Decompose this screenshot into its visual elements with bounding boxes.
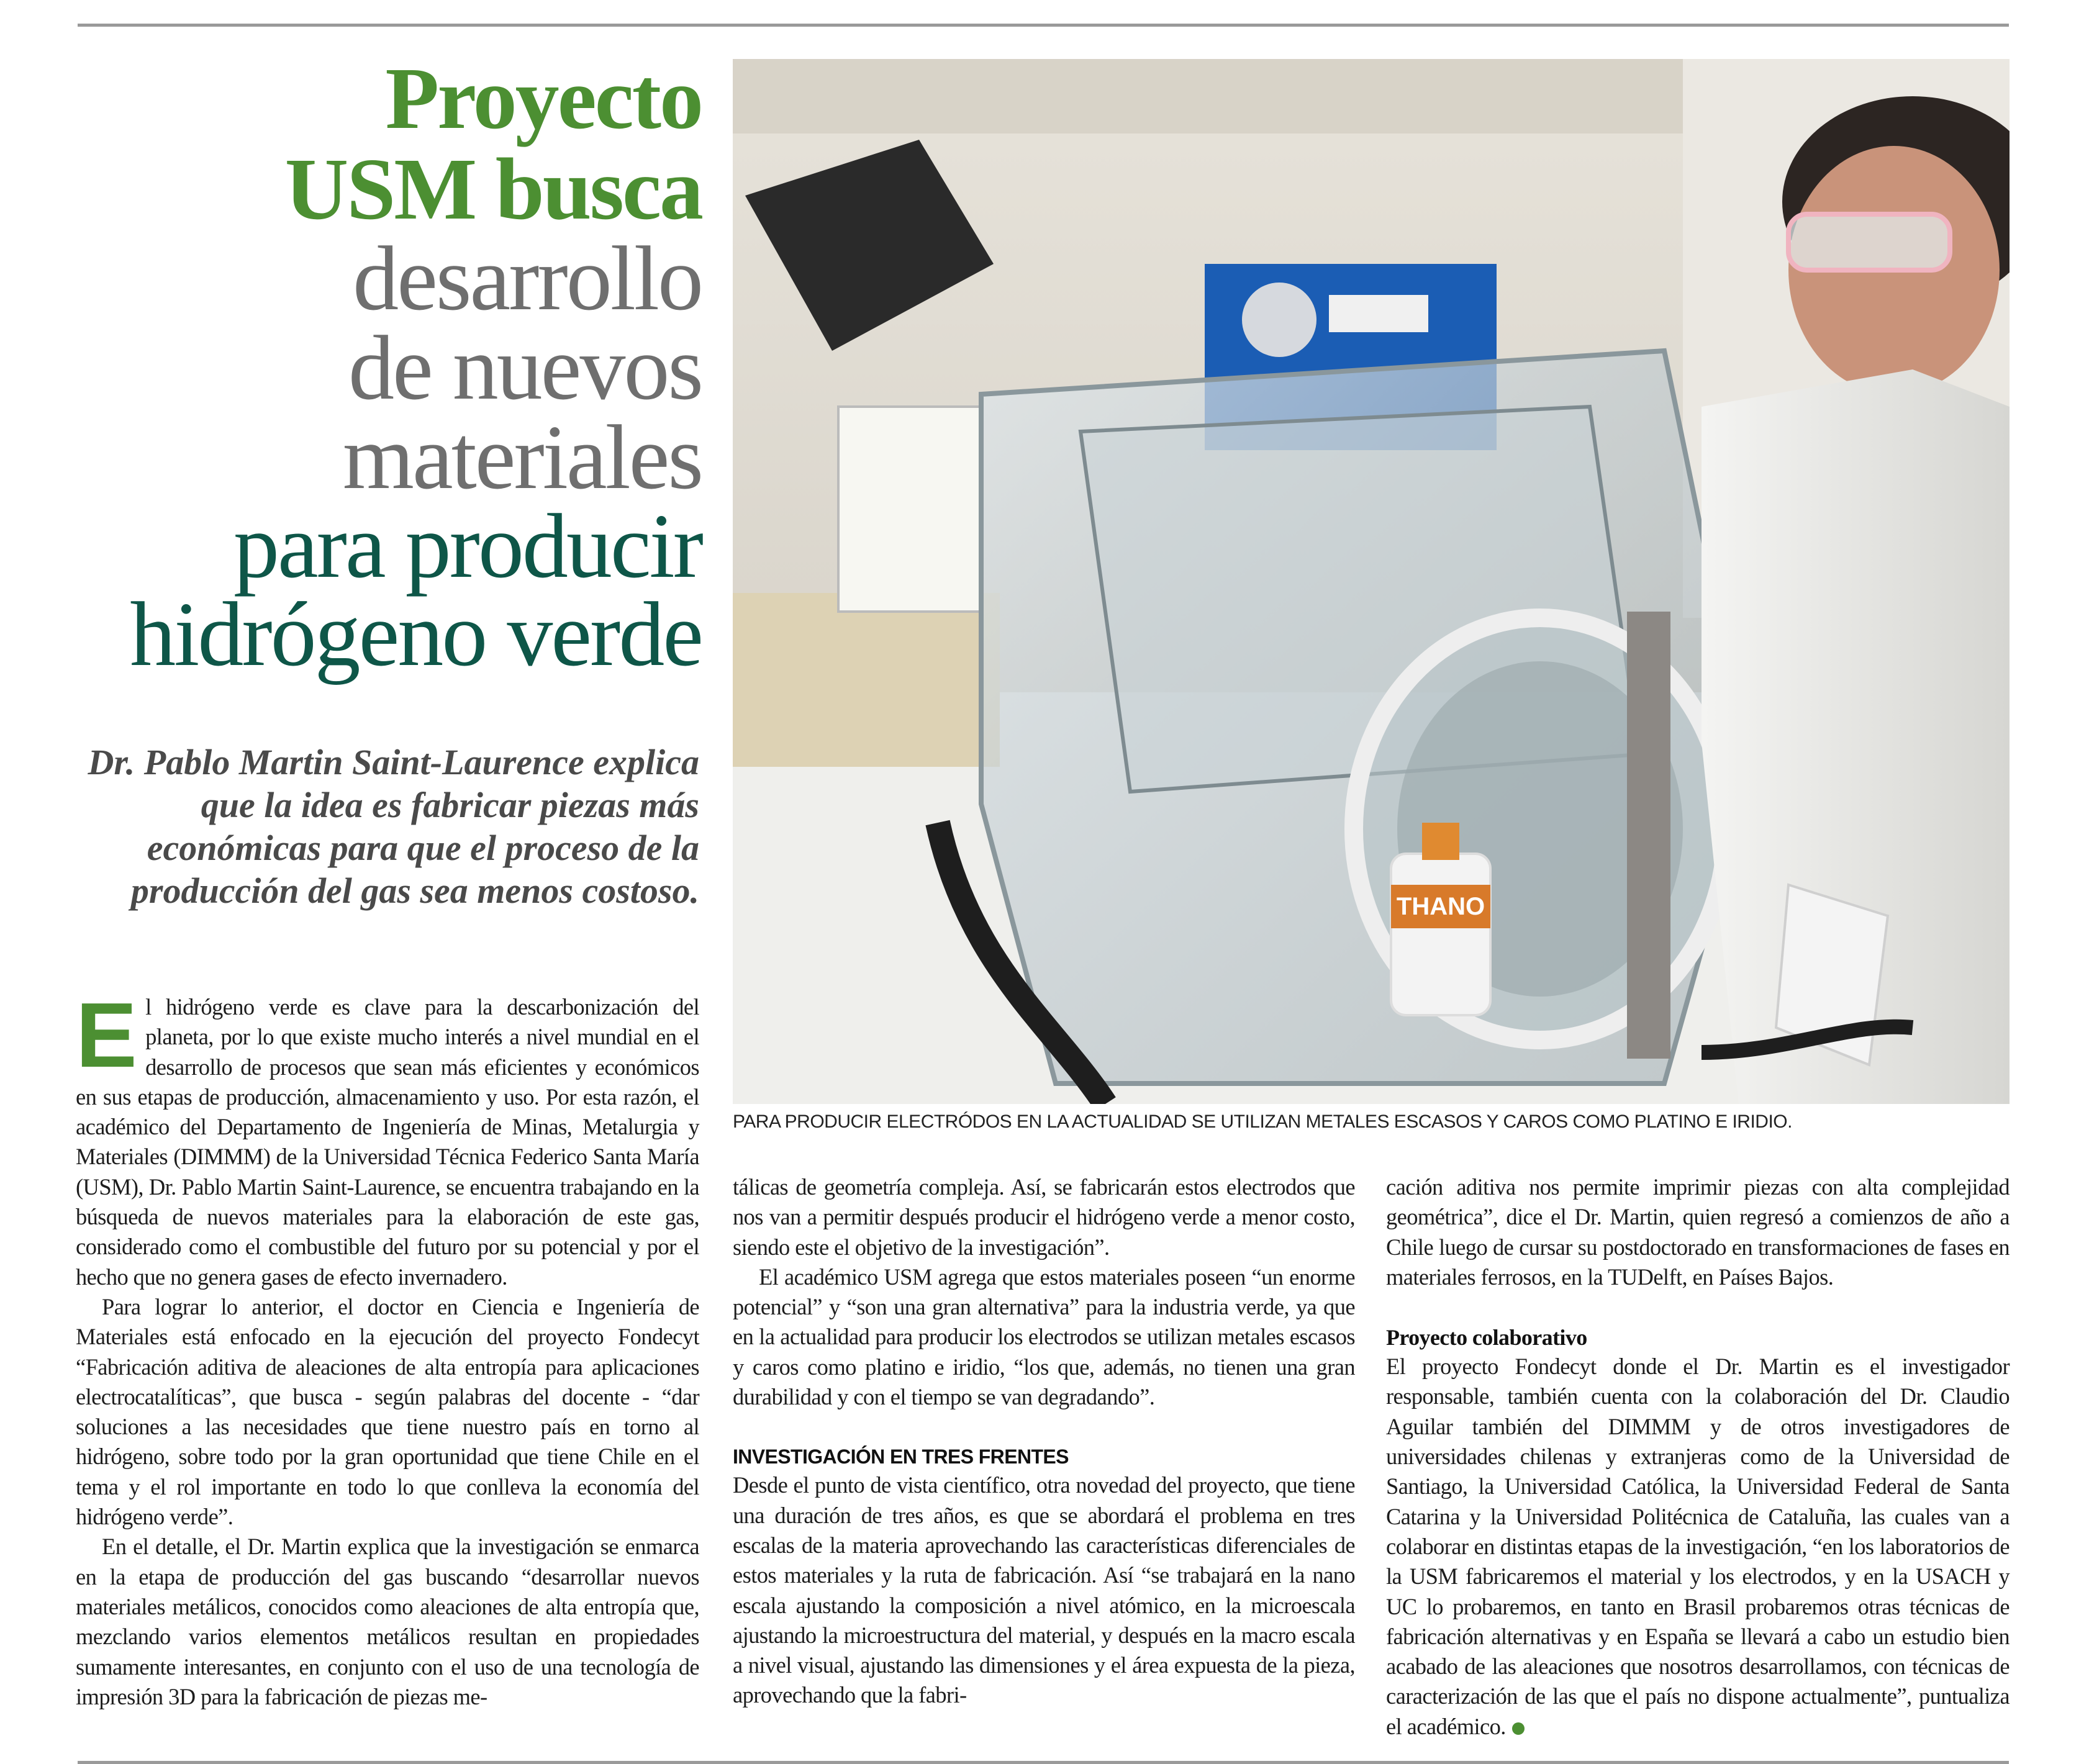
headline-line-1: Proyecto [385, 49, 702, 147]
paragraph-1 [76, 984, 699, 1292]
paragraph-1-text: l hidrógeno verde es clave para la descarbonización del planeta, por lo que existe mucho interés a nivel mundial en el desarrollo de procesos que sean más eficientes y económicos en sus etapas de producción, almacenamiento y uso. Por esta razón, el académico del Departamento de Ingeniería de Minas, Metalurgia y Materiales (DIMMM) de la Universidad Técnica Federico Santa María (USM), Dr. Pablo Martin Saint-Laurence, se encuentra trabajando en la búsqueda de nuevos materiales para la elaboración de este gas, considerado como el combustible del futuro por su potencial y por el hecho que no genera gases de efecto invernadero. [76, 994, 699, 1290]
headline-line-5: materiales [342, 407, 702, 509]
section-heading-proyecto-colaborativo: Proyecto colaborativo [1386, 1325, 1587, 1350]
headline-line-7: hidrógeno verde [130, 584, 702, 685]
lab-photo [733, 59, 2010, 1104]
paragraph-5-continued-text: cación aditiva nos permite imprimir piezas con alta complejidad geométrica”, dice el Dr. Martin, quien regresó a comienzos de año a Chile luego de cursar su postdoctorado en transformaciones de fases en materiales ferrosos, en la TUDelft, en Países Bajos. [1386, 1174, 2010, 1290]
bottom-rule [78, 1761, 2009, 1764]
top-rule [78, 24, 2009, 27]
headline-line-6: para producir [233, 495, 702, 597]
headline-line-3: desarrollo [353, 228, 702, 330]
paragraph-5-text: Desde el punto de vista científico, otra novedad del proyecto, que tiene una duración de tres años, es que se abordará el problema en tres escalas de la materia aprovechando las características diferenciales de estos materiales y la ruta de fabricación. Así “se trabajará en la nano escala ajustando la composición a nivel atómico, en la microescala ajustando la microestructura del material, y después en la macro escala a nivel visual, ajustando las dimensiones y el área expuesta de la pieza, aprovechando que la fabri- [733, 1472, 1355, 1708]
headline-line-2: USM busca [284, 140, 702, 238]
paragraph-6 [1386, 1352, 2010, 1742]
end-mark-icon [1512, 1722, 1525, 1735]
article-column-1 [76, 984, 699, 1712]
paragraph-6-text: El proyecto Fondecyt donde el Dr. Martin es el investigador responsable, también cuenta con la colaboración del Dr. Claudio Aguilar también del DIMMM y de otros investigadores de universidades chilenas y extranjeras como de la Universidad de Santiago, la Universidad Católica, la Universidad Federal de Santa Catarina y la Universidad Politécnica de Cataluña, las cuales van a colaborar en distintas etapas de la investigación, “en los laboratorios de la USM fabricaremos el material y los electrodos, y en la USACH y UC lo probaremos, en tanto en Brasil probaremos otras técnicas de fabricación alternativas y en España se llevará a cabo un estudio bien acabado de las aleaciones que nosotros desarrollamos, con técnicas de caracterización de las que el país no dispone actualmente”, puntualiza el académico. [1386, 1354, 2010, 1739]
deck-subtitle: Dr. Pablo Martin Saint-Laurence explica que la idea es fabricar piezas más económicas para que el proceso de la producción del gas sea menos costoso. [88, 742, 699, 911]
paragraph-3-text: En el detalle, el Dr. Martin explica que la investigación se enmarca en la etapa de producción del gas buscando “desarrollar nuevos materiales metálicos, conocidos como aleaciones de alta entropía que, mezclando varios elementos metálicos resultan en propiedades sumamente interesantes, en conjunto con el uso de una tecnología de impresión 3D para la fabricación de piezas me- [76, 1534, 699, 1709]
bottle-label: THANO [1396, 893, 1485, 920]
paragraph-4: El académico USM agrega que estos materiales poseen “un enorme potencial” y “son una gran alternativa” para la industria verde, ya que en la actualidad para producir los electrodos se utilizan metales escasos y caros como platino e iridio, “los que, además, no tienen una gran durabilidad y con el tiempo se van degradando”. [733, 1264, 1355, 1410]
headline-line-4: de nuevos [348, 317, 702, 419]
lab-photo-illustration [733, 59, 2010, 1104]
paragraph-5-continued [1386, 1172, 2010, 1292]
paragraph-5 [733, 1470, 1355, 1710]
article-column-3 [1386, 1172, 2010, 1742]
headline [68, 49, 702, 685]
photo-caption: PARA PRODUCIR ELECTRÓDOS EN LA ACTUALIDAD SE UTILIZAN METALES ESCASOS Y CAROS COMO PLATINO E IRIDIO. [733, 1111, 1792, 1132]
paragraph-3-continued-text: tálicas de geometría compleja. Así, se fabricarán estos electrodos que nos van a permitir después producir el hidrógeno verde a menor costo, siendo este el objetivo de la investigación”. [733, 1174, 1355, 1260]
drop-cap: E [76, 984, 137, 1087]
section-heading-investigacion: INVESTIGACIÓN EN TRES FRENTES [733, 1445, 1069, 1468]
paragraph-3-continued [733, 1172, 1355, 1262]
paragraph-3 [76, 1532, 699, 1712]
paragraph-2: Para lograr lo anterior, el doctor en Ciencia e Ingeniería de Materiales está enfocado en la ejecución del proyecto Fondecyt “Fabricación aditiva de aleaciones de alta entropía para aplicaciones electrocatalíticas”, que busca - según palabras del docente - “dar soluciones a las necesidades que tiene nuestro país en torno al hidrógeno, sobre todo por la gran oportunidad que tiene Chile en el tema y el rol importante en todo lo que conlleva la economía del hidrógeno verde”. [76, 1293, 699, 1530]
article-column-2 [733, 1172, 1355, 1711]
